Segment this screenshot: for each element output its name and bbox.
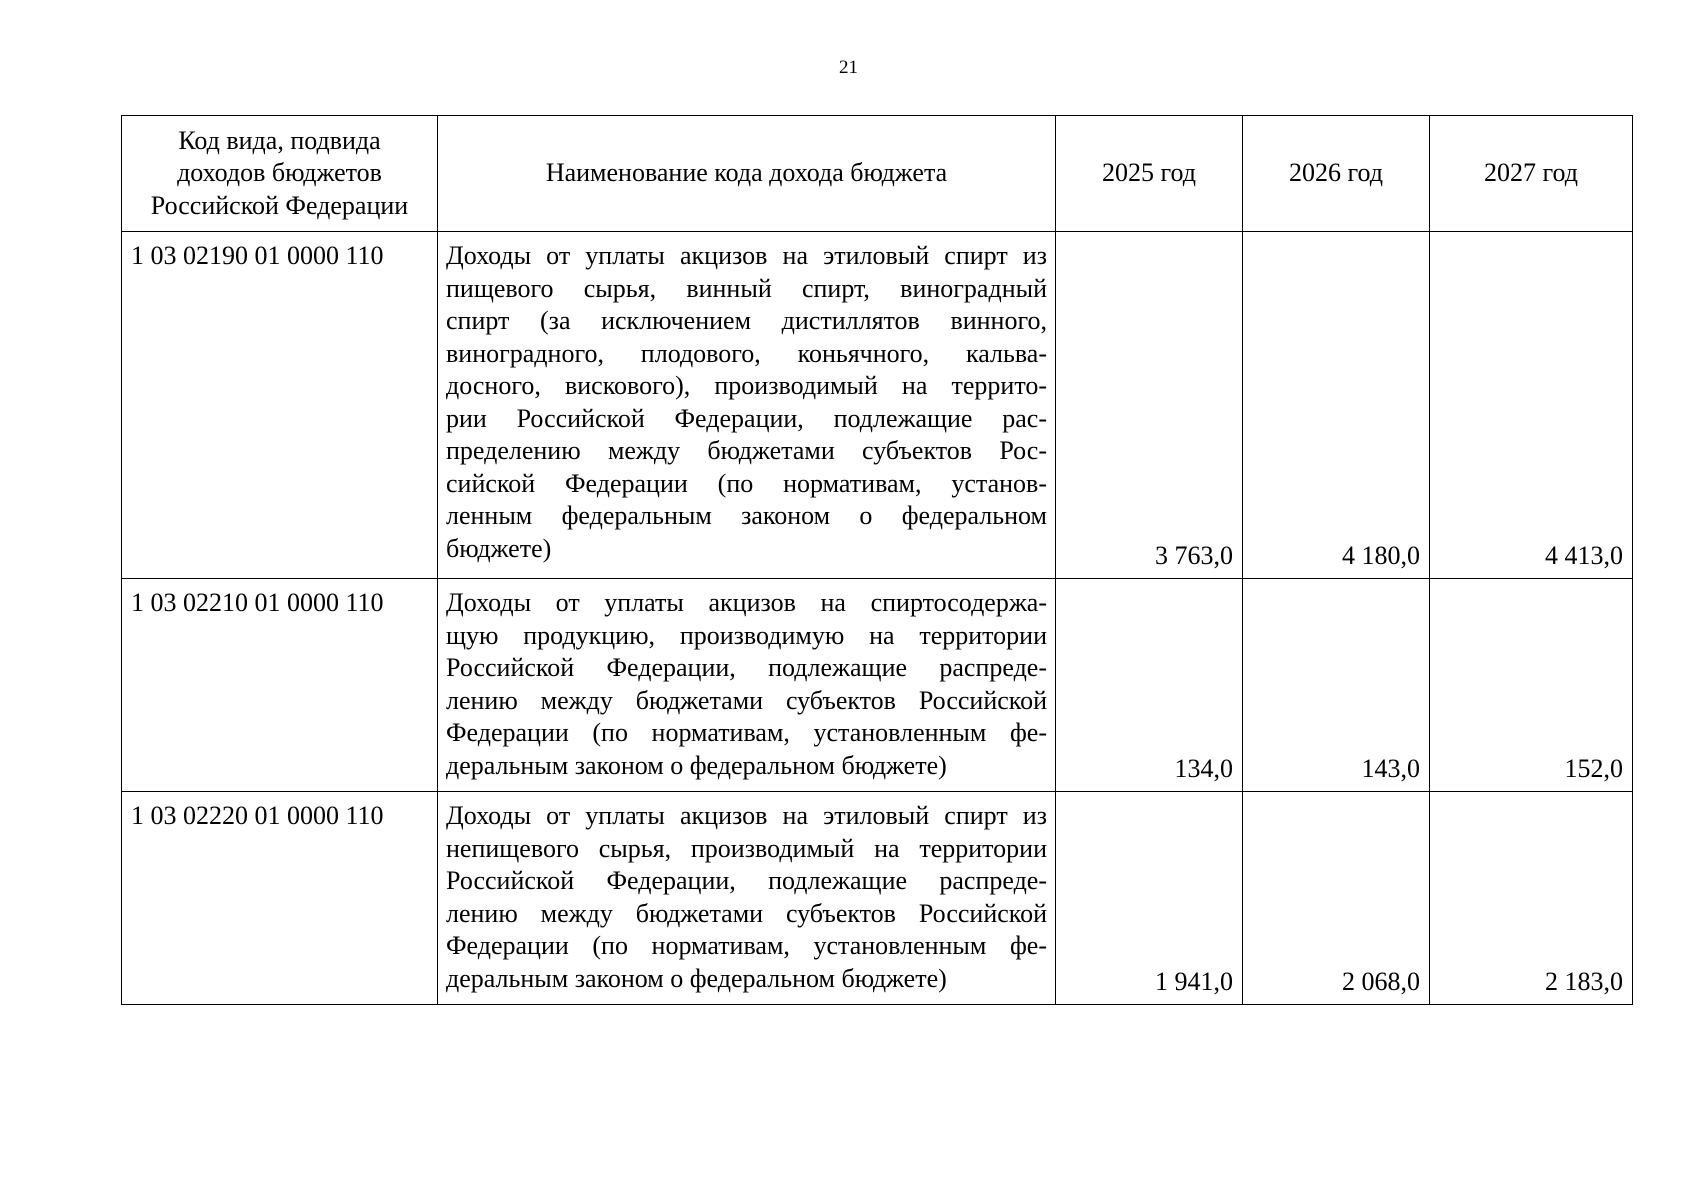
name-line: лению между бюджетами субъектов Российской <box>446 898 1047 928</box>
header-name: Наименование кода дохода бюджета <box>438 116 1056 232</box>
revenue-code-cell: 1 03 02220 01 0000 110 <box>122 792 438 1005</box>
header-year-2027: 2027 год <box>1430 116 1633 232</box>
value-2025-cell: 1 941,0 <box>1056 792 1243 1005</box>
header-year-2025: 2025 год <box>1056 116 1243 232</box>
revenue-name-cell <box>438 232 1056 579</box>
name-line: Доходы от уплаты акцизов на этиловый спирт из <box>446 801 1047 830</box>
value-2025-cell: 3 763,0 <box>1056 232 1243 579</box>
name-line: Федерации (по нормативам, установленным фе- <box>446 718 1047 747</box>
name-line: пределению между бюджетами субъектов Рос- <box>446 436 1047 465</box>
name-line: деральным законом о федеральном бюджете) <box>446 750 947 780</box>
value-2027-cell: 2 183,0 <box>1430 792 1633 1005</box>
table-row <box>122 579 1633 792</box>
name-line: Российской Федерации, подлежащие распреде- <box>446 653 1047 682</box>
value-2027-cell: 4 413,0 <box>1430 232 1633 579</box>
header-row <box>122 116 1633 232</box>
name-line: виноградного, плодового, коньячного, кальва- <box>446 338 1047 368</box>
name-line: бюджете) <box>446 533 552 563</box>
value-2026-cell: 4 180,0 <box>1243 232 1430 579</box>
name-line: рии Российской Федерации, подлежащие рас- <box>446 403 1047 433</box>
value-2026-cell: 2 068,0 <box>1243 792 1430 1005</box>
header-code-line: Код вида, подвида <box>178 125 381 155</box>
revenue-name-cell <box>438 792 1056 1005</box>
revenue-name-cell <box>438 579 1056 792</box>
name-line: непищевого сырья, производимый на территории <box>446 833 1047 863</box>
name-line: пищевого сырья, винный спирт, виноградный <box>446 273 1047 303</box>
table-row <box>122 792 1633 1005</box>
table-header <box>122 116 1633 232</box>
name-line: Доходы от уплаты акцизов на спиртосодержа- <box>446 588 1047 617</box>
header-code-line: Российской Федерации <box>150 190 409 220</box>
name-line: досного, вискового), производимый на террито- <box>446 371 1047 400</box>
name-line: Доходы от уплаты акцизов на этиловый спирт из <box>446 241 1047 270</box>
header-code <box>122 116 438 232</box>
header-year-2026: 2026 год <box>1243 116 1430 232</box>
header-code-line: доходов бюджетов <box>177 158 382 188</box>
revenue-code-cell: 1 03 02210 01 0000 110 <box>122 579 438 792</box>
value-2026-cell: 143,0 <box>1243 579 1430 792</box>
page-number: 21 <box>839 57 858 78</box>
name-line: Федерации (по нормативам, установленным фе- <box>446 931 1047 960</box>
revenue-code-cell: 1 03 02190 01 0000 110 <box>122 232 438 579</box>
name-line: спирт (за исключением дистиллятов винного, <box>446 306 1047 335</box>
value-2027-cell: 152,0 <box>1430 579 1633 792</box>
budget-revenue-table <box>121 115 1633 1005</box>
name-line: сийской Федерации (по нормативам, установ- <box>446 468 1047 498</box>
name-line: ленным федеральным законом о федеральном <box>446 501 1047 530</box>
name-line: Российской Федерации, подлежащие распреде- <box>446 866 1047 895</box>
table-row <box>122 232 1633 579</box>
value-2025-cell: 134,0 <box>1056 579 1243 792</box>
name-line: деральным законом о федеральном бюджете) <box>446 963 947 993</box>
name-line: лению между бюджетами субъектов Российской <box>446 685 1047 715</box>
name-line: щую продукцию, производимую на территории <box>446 620 1047 650</box>
